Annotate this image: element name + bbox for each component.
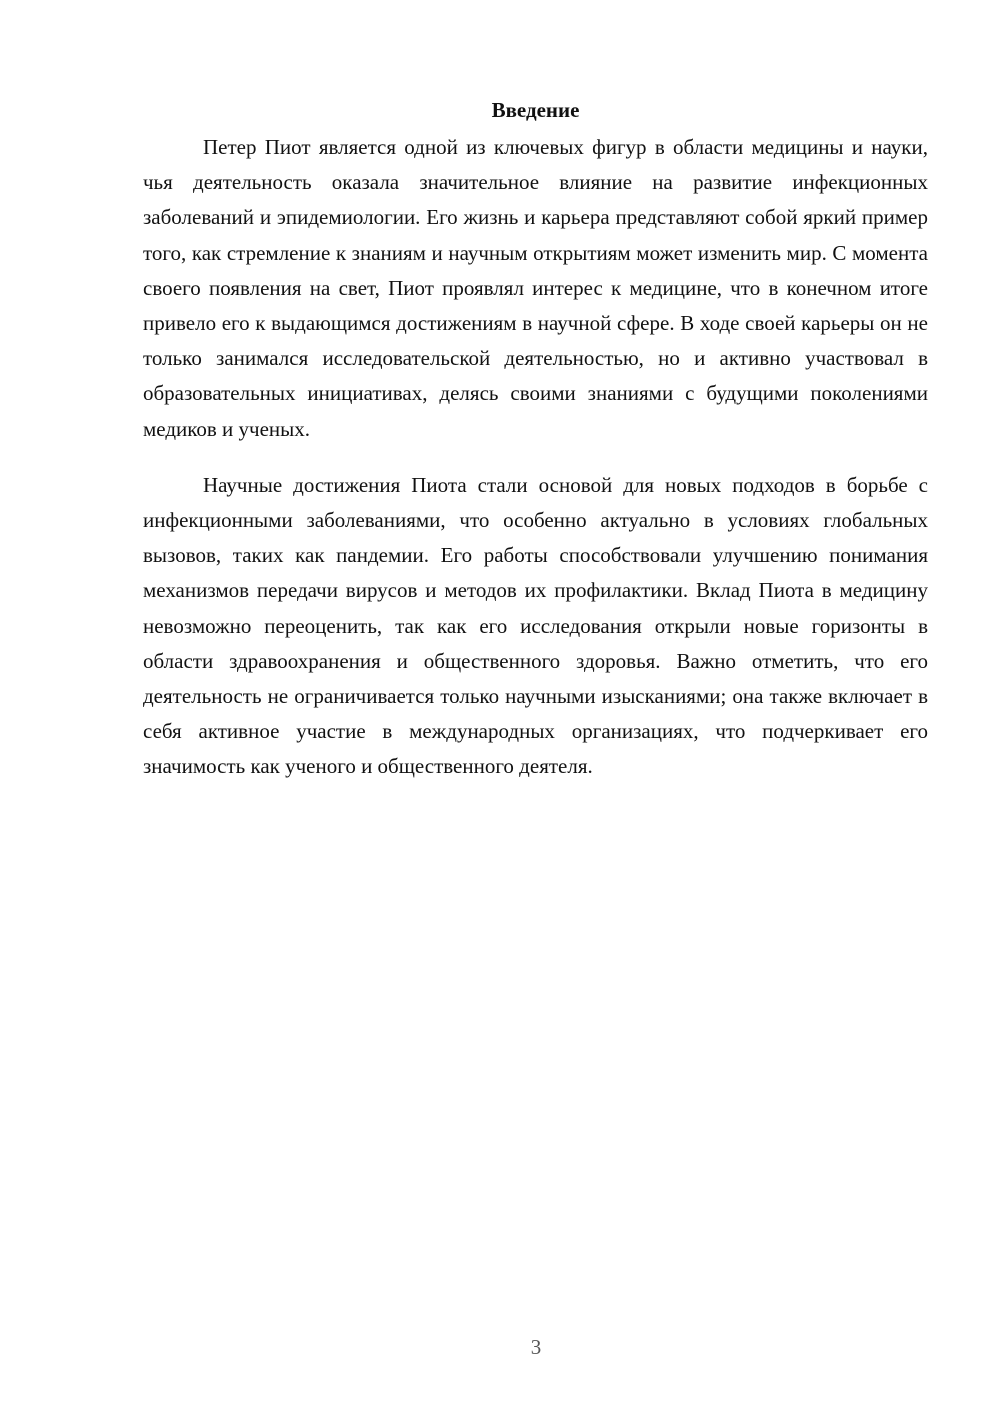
- paragraph-2: Научные достижения Пиота стали основой для новых подходов в борьбе с инфекционными заболеваниями, что особенно актуально в условиях глобальных вызовов, таких как пандемии. Его работы способствовали улучшению понимания механизмов передачи вирусов и методов их профилактики. Вклад Пиота в медицину невозможно переоценить, так как его исследования открыли новые горизонты в области здравоохранения и общественного здоровья. Важно отметить, что его деятельность не ограничивается только научными изысканиями; она также включает в себя активное участие в международных организациях, что подчеркивает его значимость как ученого и общественного деятеля.: [143, 472, 928, 779]
- section-heading: Введение: [491, 98, 580, 122]
- paragraph-1: Петер Пиот является одной из ключевых фигур в области медицины и науки, чья деятельность оказала значительное влияние на развитие инфекционных заболеваний и эпидемиологии. Его жизнь и карьера представляют собой яркий пример того, как стремление к знаниям и научным открытиям может изменить мир. С момента своего появления на свет, Пиот проявлял интерес к медицине, что в конечном итоге привело его к выдающимся достижениям в научной сфере. В ходе своей карьеры он не только занимался исследовательской деятельностью, но и активно участвовал в образовательных инициативах, делясь своими знаниями с будущими поколениями медиков и ученых.: [143, 135, 928, 441]
- page-number: 3: [530, 1335, 542, 1359]
- page-content: [143, 95, 928, 785]
